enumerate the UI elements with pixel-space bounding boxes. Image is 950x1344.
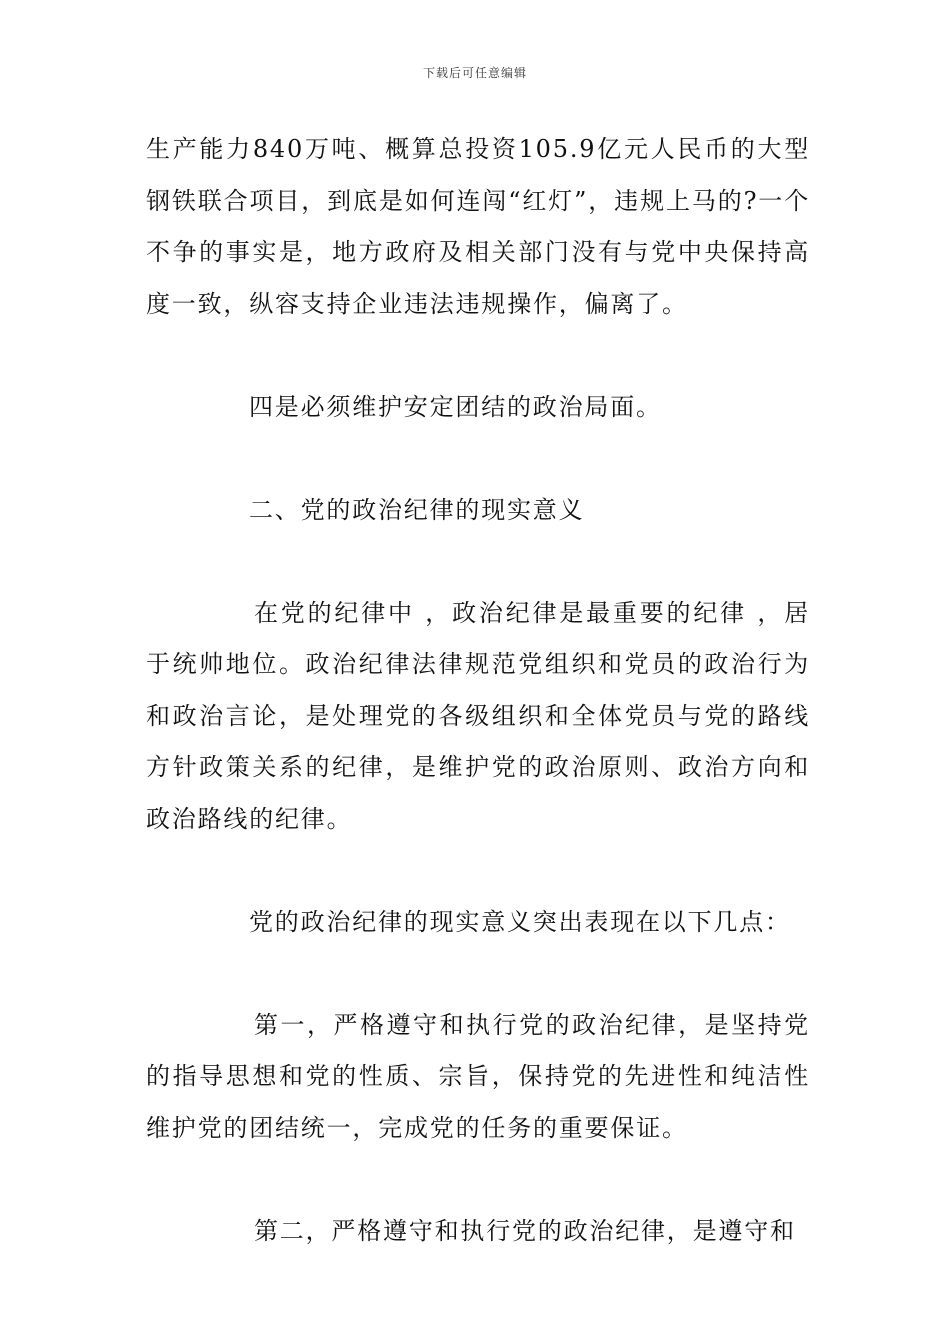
paragraph-gap	[146, 536, 810, 588]
paragraph-steel-project: 生产能力840万吨、概算总投资105.9亿元人民币的大型钢铁联合项目，到底是如何连闯“红灯”，违规上马的?一个不争的事实是，地方政府及相关部门没有与党中央保持高度一致，纵容支持企业违法违规操作，偏离了。	[146, 135, 810, 318]
section-heading: 二、党的政治纪律的现实意义	[249, 495, 585, 524]
paragraph-significance-intro: 党的政治纪律的现实意义突出表现在以下几点：	[249, 907, 791, 936]
paragraph-gap	[146, 845, 810, 897]
paragraph-point-first: 第一，严格遵守和执行党的政治纪律，是坚持党的指导思想和党的性质、宗旨，保持党的先进性和纯洁性维护党的团结统一，完成党的任务的重要保证。	[146, 1010, 810, 1142]
paragraph-point-second: 第二，严格遵守和执行党的政治纪律，是遵守和	[254, 1216, 796, 1245]
paragraph-gap	[146, 948, 810, 1000]
document-body	[146, 124, 810, 1257]
paragraph-gap	[146, 433, 810, 485]
page-header: 下载后可任意编辑	[422, 66, 527, 80]
paragraph-political-discipline: 在党的纪律中 ，政治纪律是最重要的纪律 ，居于统帅地位。政治纪律法律规范党组织和党员的政治行为和政治言论，是处理党的各级组织和全体党员与党的路线方针政策关系的纪律，是维护党的政治原则、政治方向和政治路线的纪律。	[146, 598, 810, 833]
paragraph-point-four: 四是必须维护安定团结的政治局面。	[249, 392, 662, 421]
paragraph-gap	[146, 330, 810, 382]
paragraph-gap	[146, 1154, 810, 1206]
